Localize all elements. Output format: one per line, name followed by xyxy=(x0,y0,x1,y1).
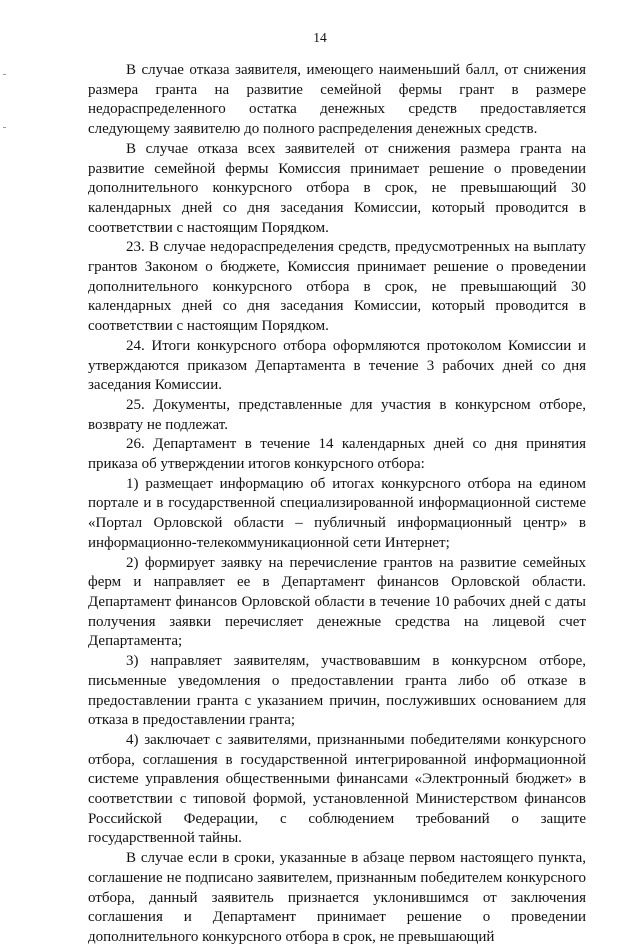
paragraph-item-26-subitem-2: 2) формирует заявку на перечисление грантов на развитие семейных ферм и направляет ее в Департамент финансов Орловской области. Департамент финансов Орловской области в течение 10 рабочих дней с даты получения заявки перечисляет денежные средства на лицевой счет Департамента; xyxy=(88,554,586,650)
margin-scan-mark xyxy=(3,74,6,75)
paragraph-item-26: 26. Департамент в течение 14 календарных дней со дня принятия приказа об утверждении итогов конкурсного отбора: xyxy=(88,436,586,473)
paragraph-unsigned-agreement: В случае если в сроки, указанные в абзаце первом настоящего пункта, соглашение не подписано заявителем, признанным победителем конкурсного отбора, данный заявитель признается уклонившимся от заключения соглашения и Департамент принимает решение о проведении дополнительного конкурсного отбора в срок, не превышающий xyxy=(88,850,586,945)
paragraph-refusal-lowest-score: В случае отказа заявителя, имеющего наименьший балл, от снижения размера гранта на развитие семейной фермы грант в размере недораспределенного остатка денежных средств предоставляется следующему заявителю до полного распределения денежных средств. xyxy=(88,62,586,138)
paragraph-item-26-subitem-4: 4) заключает с заявителями, признанными победителями конкурсного отбора, соглашения в государственной интегрированной информационной системе управления общественными финансами «Электронный бюджет» в соответствии с типовой формой, установленной Министерством финансов Российской Федерации, с соблюдением требований о защите государственной тайны. xyxy=(88,731,586,847)
paragraph-refusal-all-applicants: В случае отказа всех заявителей от снижения размера гранта на развитие семейной фермы Комиссия принимает решение о проведении дополнительного конкурсного отбора в срок, не превышающий 30 календарных дней со дня заседания Комиссии, который проводится в соответствии с настоящим Порядком. xyxy=(88,140,586,236)
paragraph-item-25: 25. Документы, представленные для участия в конкурсном отборе, возврату не подлежат. xyxy=(88,396,586,433)
paragraph-item-24: 24. Итоги конкурсного отбора оформляются протоколом Комиссии и утверждаются приказом Департамента в течение 3 рабочих дней со дня заседания Комиссии. xyxy=(88,337,586,394)
paragraph-item-23: 23. В случае недораспределения средств, предусмотренных на выплату грантов Законом о бюджете, Комиссия принимает решение о проведении дополнительного конкурсного отбора в срок, не превышающий 30 календарных дней со дня заседания Комиссии, который проводится в соответствии с настоящим Порядком. xyxy=(88,239,586,335)
document-body xyxy=(88,61,586,948)
paragraph-item-26-subitem-3: 3) направляет заявителям, участвовавшим в конкурсном отборе, письменные уведомления о предоставлении гранта либо об отказе в предоставлении гранта с указанием причин, послуживших основанием для отказа в предоставлении гранта; xyxy=(88,653,586,729)
page-number: 14 xyxy=(313,30,327,45)
margin-scan-mark xyxy=(3,127,6,128)
paragraph-item-26-subitem-1: 1) размещает информацию об итогах конкурсного отбора на едином портале и в государственной специализированной информационной системе «Портал Орловской области – публичный информационный центр» в информационно-телекоммуникационной сети Интернет; xyxy=(88,475,586,551)
